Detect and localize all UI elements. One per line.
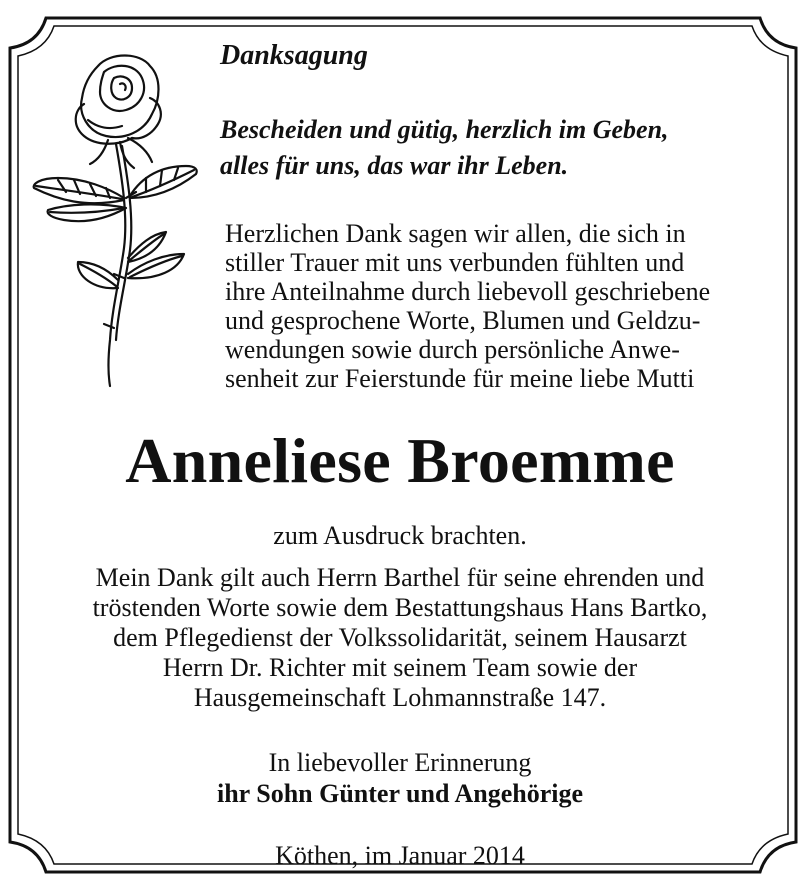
rose-icon bbox=[28, 48, 198, 390]
intro-line: stiller Trauer mit uns verbunden fühlten und bbox=[225, 248, 685, 277]
thanks-line: Mein Dank gilt auch Herrn Barthel für seine ehrenden und bbox=[95, 563, 705, 592]
place-date: Köthen, im Januar 2014 bbox=[275, 841, 525, 870]
intro-line: und gesprochene Worte, Blumen und Geldzu- bbox=[225, 306, 701, 335]
thanks-line: Hausgemeinschaft Lohmannstraße 147. bbox=[193, 683, 607, 712]
closing-line: In liebevoller Erinnerung bbox=[268, 748, 532, 777]
notice-heading: Danksagung bbox=[220, 40, 368, 71]
intro-line: ihre Anteilnahme durch liebevoll geschriebene bbox=[225, 277, 711, 306]
signature: ihr Sohn Günter und Angehörige bbox=[216, 779, 584, 808]
thanks-line: tröstenden Worte sowie dem Bestattungshaus Hans Bartko, bbox=[92, 593, 708, 622]
motto-line: alles für uns, das war ihr Leben. bbox=[220, 151, 569, 180]
after-name-line: zum Ausdruck brachten. bbox=[273, 521, 527, 550]
deceased-name: Anneliese Broemme bbox=[125, 425, 675, 496]
thanks-paragraph bbox=[0, 563, 800, 713]
intro-line: senheit zur Feierstunde für meine liebe Mutti bbox=[225, 364, 695, 393]
motto-verse bbox=[220, 112, 669, 184]
motto-line: Bescheiden und gütig, herzlich im Geben, bbox=[220, 115, 669, 144]
thanks-line: dem Pflegedienst der Volkssolidarität, seinem Hausarzt bbox=[113, 623, 687, 652]
thanks-line: Herrn Dr. Richter mit seinem Team sowie der bbox=[162, 653, 638, 682]
intro-paragraph bbox=[225, 219, 710, 393]
intro-line: wendungen sowie durch persönliche Anwe- bbox=[225, 335, 680, 364]
intro-line: Herzlichen Dank sagen wir allen, die sich in bbox=[225, 219, 686, 248]
